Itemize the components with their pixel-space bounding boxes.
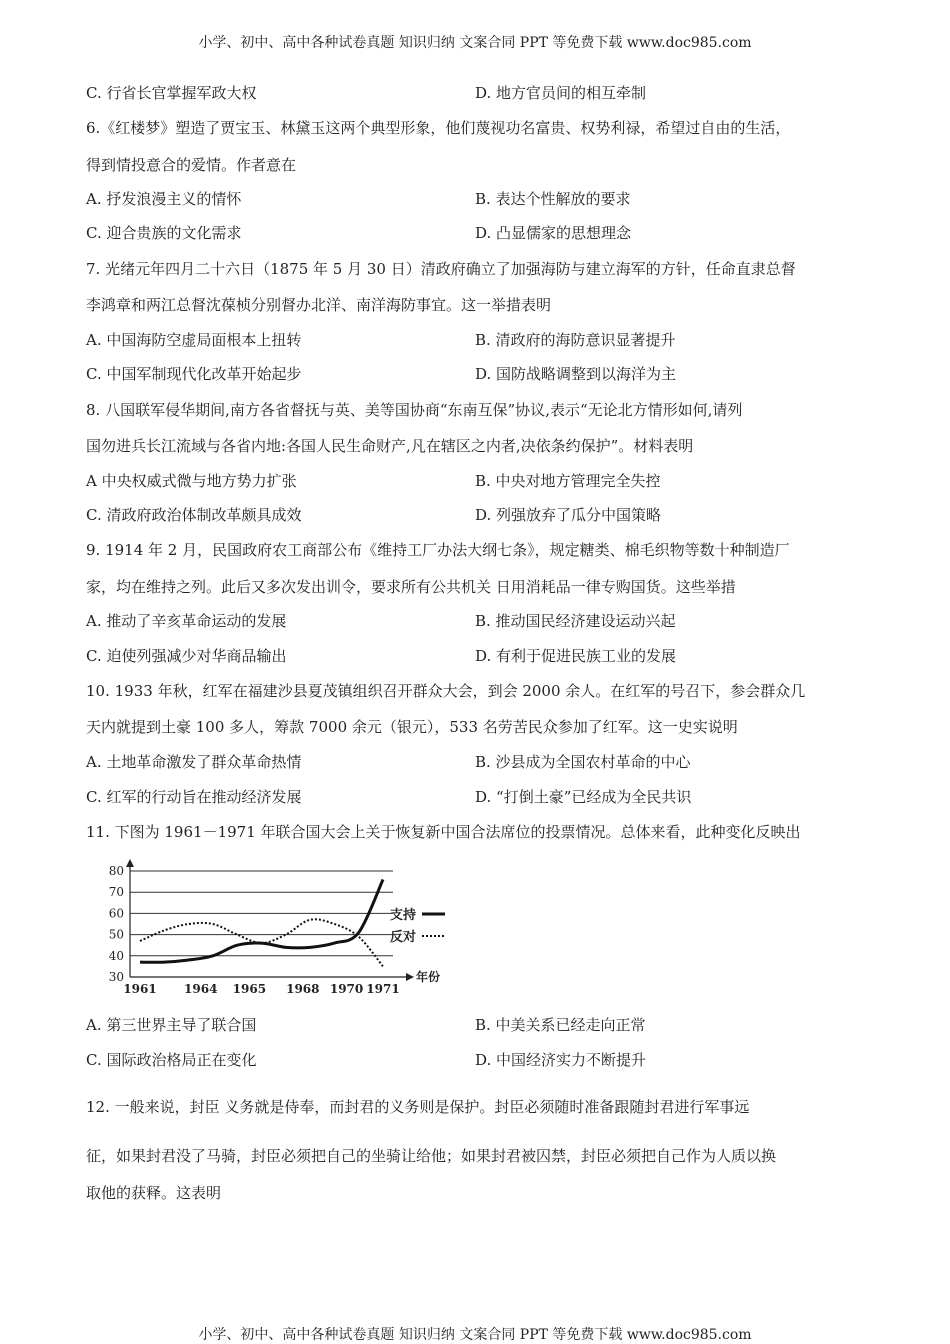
- q6-option-b: B. 表达个性解放的要求: [475, 190, 631, 208]
- q9-stem-line1: 9. 1914 年 2 月，民国政府农工商部公布《维持工厂办法大纲七条》，规定糖类、棉毛织物等数十种制造厂: [86, 541, 790, 559]
- page-footer: 小学、初中、高中各种试卷真题 知识归纳 文案合同 PPT 等免费下载 www.doc985.com: [198, 1327, 752, 1343]
- series-line-oppose: [140, 919, 383, 966]
- q7-option-d: D. 国防战略调整到以海洋为主: [475, 365, 677, 383]
- q12-stem-line2: 征，如果封君没了马骑，封臣必须把自己的坐骑让给他；如果封君被囚禁，封臣必须把自己作为人质以换: [86, 1147, 777, 1165]
- q5-option-c: C. 行省长官掌握军政大权: [86, 84, 257, 102]
- q9-stem-line2: 家，均在维持之列。此后又多次发出训令，要求所有公共机关 日用消耗品一律专购国货。这些举措: [86, 578, 736, 596]
- q7-stem-line2: 李鸿章和两江总督沈葆桢分别督办北洋、南洋海防事宜。这一举措表明: [86, 296, 552, 314]
- q7-option-c: C. 中国军制现代化改革开始起步: [86, 365, 302, 383]
- y-tick-label: 80: [108, 864, 124, 878]
- q10-option-d: D. “打倒土豪”已经成为全民共识: [475, 788, 692, 806]
- q10-option-a: A. 土地革命激发了群众革命热情: [86, 753, 302, 771]
- x-tick-label: 1965: [232, 982, 267, 996]
- q7-stem-line1: 7. 光绪元年四月二十六日（1875 年 5 月 30 日）清政府确立了加强海防与建立海军的方针，任命直隶总督: [86, 260, 796, 278]
- q7-option-b: B. 清政府的海防意识显著提升: [475, 331, 676, 349]
- legend-label: 支持: [390, 908, 417, 923]
- q6-stem-line2: 得到情投意合的爱情。作者意在: [86, 156, 297, 174]
- page-header: 小学、初中、高中各种试卷真题 知识归纳 文案合同 PPT 等免费下载 www.doc985.com: [198, 35, 752, 51]
- q8-stem-line1: 8. 八国联军侵华期间,南方各省督抚与英、美等国协商“东南互保”协议,表示“无论北方情形如何,请列: [86, 401, 743, 419]
- q11-stem-line1: 11. 下图为 1961－1971 年联合国大会上关于恢复新中国合法席位的投票情况。总体来看，此种变化反映出: [86, 823, 801, 841]
- q5-option-d: D. 地方官员间的相互牵制: [475, 84, 647, 102]
- q10-stem-line2: 天内就提到土豪 100 多人，筹款 7000 余元（银元），533 名劳苦民众参加了红军。这一史实说明: [86, 718, 738, 736]
- x-tick-label: 1971: [366, 982, 400, 996]
- q10-option-c: C. 红军的行动旨在推动经济发展: [86, 788, 302, 806]
- q7-option-a: A. 中国海防空虚局面根本上扭转: [86, 331, 302, 349]
- q6-option-c: C. 迎合贵族的文化需求: [86, 224, 242, 242]
- y-axis-arrow: [126, 859, 134, 867]
- x-tick-label: 1961: [123, 982, 157, 996]
- q6-option-d: D. 凸显儒家的思想理念: [475, 224, 632, 242]
- vote-line-chart: [100, 852, 445, 1002]
- y-tick-label: 40: [108, 948, 124, 963]
- q11-option-d: D. 中国经济实力不断提升: [475, 1051, 647, 1069]
- y-tick-label: 70: [108, 885, 124, 900]
- legend-label: 反对: [390, 930, 417, 945]
- q10-stem-line1: 10. 1933 年秋，红军在福建沙县夏茂镇组织召开群众大会，到会 2000 余人。在红军的号召下，参会群众几: [86, 682, 806, 700]
- q6-option-a: A. 抒发浪漫主义的情怀: [86, 190, 242, 208]
- q9-option-d: D. 有利于促进民族工业的发展: [475, 647, 677, 665]
- q8-option-a: A 中央权威式微与地方势力扩张: [86, 472, 297, 490]
- q11-option-c: C. 国际政治格局正在变化: [86, 1051, 257, 1069]
- q8-option-b: B. 中央对地方管理完全失控: [475, 472, 661, 490]
- q9-option-b: B. 推动国民经济建设运动兴起: [475, 612, 676, 630]
- y-tick-label: 30: [108, 970, 124, 984]
- q12-stem-line3: 取他的获释。这表明: [86, 1184, 222, 1202]
- q8-option-d: D. 列强放弃了瓜分中国策略: [475, 506, 662, 524]
- q9-option-c: C. 迫使列强减少对华商品输出: [86, 647, 287, 665]
- q11-option-a: A. 第三世界主导了联合国: [86, 1016, 257, 1034]
- x-axis-arrow: [406, 973, 414, 981]
- x-tick-label: 1964: [184, 982, 218, 996]
- q6-stem-line1: 6.《红楼梦》塑造了贾宝玉、林黛玉这两个典型形象，他们蔑视功名富贵、权势利禄，希望过自由的生活，: [86, 119, 791, 137]
- x-tick-label: 1970: [329, 982, 364, 996]
- x-tick-label: 1968: [286, 982, 320, 996]
- q12-stem-line1: 12. 一般来说，封臣 义务就是侍奉，而封君的义务则是保护。封臣必须随时准备跟随封君进行军事远: [86, 1098, 750, 1116]
- q8-stem-line2: 国勿进兵长江流域与各省内地:各国人民生命财产,凡在辖区之内者,决依条约保护”。材料表明: [86, 437, 694, 455]
- q10-option-b: B. 沙县成为全国农村革命的中心: [475, 753, 691, 771]
- q9-option-a: A. 推动了辛亥革命运动的发展: [86, 612, 287, 630]
- x-axis-label: 年份: [416, 970, 441, 984]
- q8-option-c: C. 清政府政治体制改革颇具成效: [86, 506, 302, 524]
- y-tick-label: 60: [108, 906, 124, 921]
- y-tick-label: 50: [108, 927, 124, 942]
- q11-option-b: B. 中美关系已经走向正常: [475, 1016, 646, 1034]
